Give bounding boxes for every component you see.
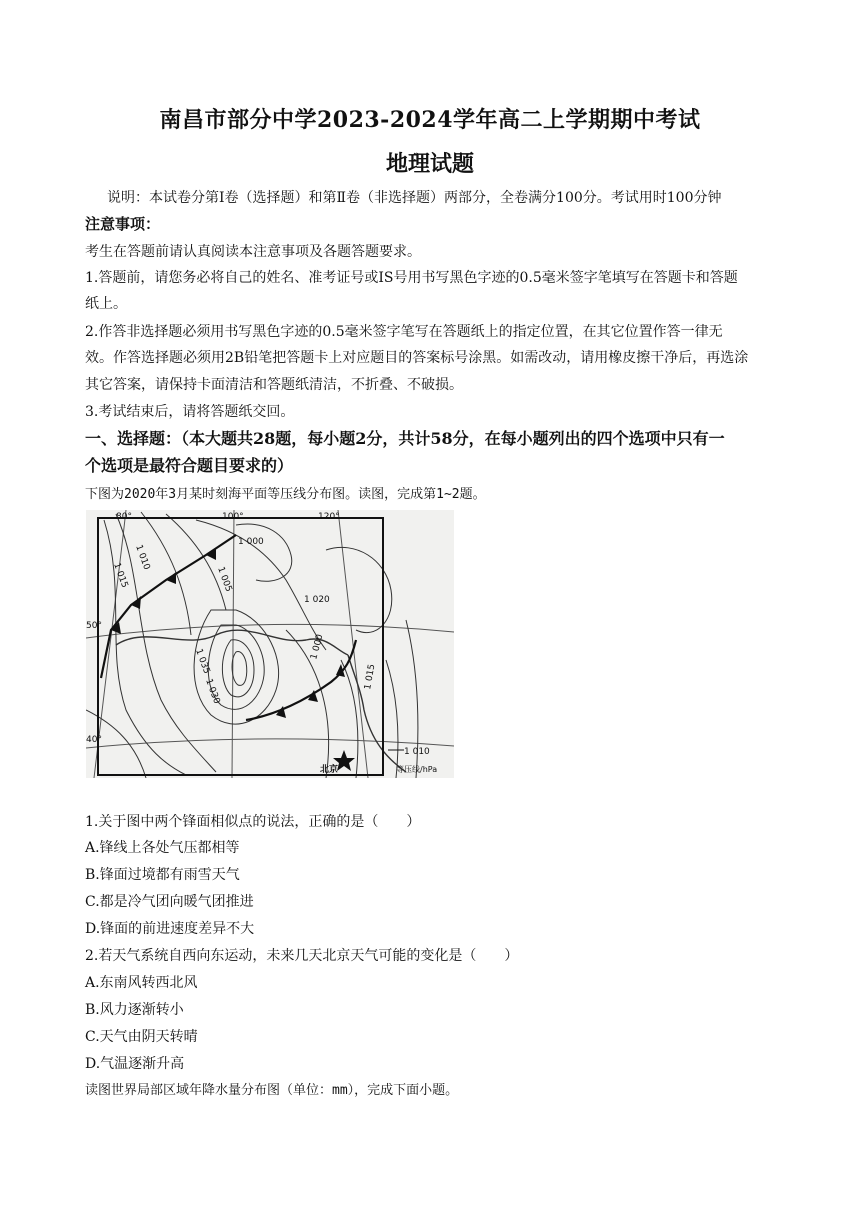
lon-label-80: 80° <box>116 512 132 522</box>
question-2-option-c: C.天气由阴天转晴 <box>85 1029 198 1045</box>
isobar-label-1000b: 1 000 <box>309 633 326 661</box>
lon-label-120: 120° <box>318 512 340 522</box>
attention-item-2-line-1: 2.作答非选择题必须用书写黑色字迹的0.5毫米签字笔写在答题纸上的指定位置，在其它位置作答一律无 <box>85 324 723 340</box>
attention-item-3: 3.考试结束后，请将答题纸交回。 <box>85 404 295 420</box>
isobar-label-1020: 1 020 <box>304 595 330 605</box>
attention-item-2-line-3: 其它答案，请保持卡面清洁和答题纸清洁，不折叠、不破损。 <box>85 377 463 393</box>
legend-value: 1 010 <box>404 747 430 757</box>
exam-subject: 地理试题 <box>385 151 474 177</box>
legend-label: 等压线/hPa <box>396 765 438 774</box>
question-1-option-b: B.锋面过境都有雨雪天气 <box>85 867 240 883</box>
question-2-option-b: B.风力逐渐转小 <box>85 1002 184 1018</box>
lat-label-40: 40° <box>86 735 102 745</box>
exam-note: 说明：本试卷分第Ⅰ卷（选择题）和第Ⅱ卷（非选择题）两部分，全卷满分100分。考试用时100分钟 <box>107 190 722 206</box>
attention-item-1-line-1: 1.答题前，请您务必将自己的姓名、准考证号或IS号用书写黑色字迹的0.5毫米签字笔填写在答题卡和答题 <box>85 270 738 286</box>
isobar-label-1035: 1 035 <box>193 647 212 676</box>
question-2-option-a: A.东南风转西北风 <box>85 975 198 991</box>
question-1-stem: 1.关于图中两个锋面相似点的说法，正确的是（ ） <box>85 814 421 830</box>
isobar-label-1015: 1 015 <box>111 561 130 590</box>
lon-label-100: 100° <box>222 512 244 522</box>
exam-title: 南昌市部分中学2023-2024学年高二上学期期中考试 <box>159 107 701 133</box>
section-heading-line-2: 个选项是最符合题目要求的） <box>85 456 294 475</box>
city-label-beijing: 北京 <box>320 765 339 775</box>
isobar-label-1015b: 1 015 <box>363 663 378 691</box>
next-figure-lead: 读图世界局部区域年降水量分布图（单位：mm），完成下面小题。 <box>85 1083 459 1098</box>
attention-item-2-line-2: 效。作答选择题必须用2B铅笔把答题卡上对应题目的答案标号涂黑。如需改动，请用橡皮擦干净后，再选涂 <box>85 350 749 366</box>
question-1-option-a: A.锋线上各处气压都相等 <box>85 840 240 856</box>
question-1-option-d: D.锋面的前进速度差异不大 <box>85 921 255 937</box>
question-2-option-d: D.气温逐渐升高 <box>85 1056 185 1072</box>
isobar-label-1000: 1 000 <box>238 537 264 547</box>
question-1-option-c: C.都是冷气团向暖气团推进 <box>85 894 254 910</box>
attention-heading: 注意事项： <box>85 215 161 233</box>
isobar-map-figure <box>86 510 454 778</box>
lat-label-50: 50° <box>86 621 102 631</box>
isobar-label-1005: 1 005 <box>215 565 234 594</box>
isobar-label-1030: 1 030 <box>203 677 222 706</box>
attention-lead: 考生在答题前请认真阅读本注意事项及各题答题要求。 <box>85 244 421 260</box>
attention-item-1-line-2: 纸上。 <box>85 296 127 312</box>
isobar-map-svg <box>86 510 454 778</box>
section-heading-line-1: 一、选择题：（本大题共28题，每小题2分，共计58分，在每小题列出的四个选项中只有一 <box>85 429 725 448</box>
isobar-label-1010: 1 010 <box>133 543 152 572</box>
figure-lead: 下图为2020年3月某时刻海平面等压线分布图。读图，完成第1~2题。 <box>85 487 486 502</box>
question-2-stem: 2.若天气系统自西向东运动，未来几天北京天气可能的变化是（ ） <box>85 948 519 964</box>
